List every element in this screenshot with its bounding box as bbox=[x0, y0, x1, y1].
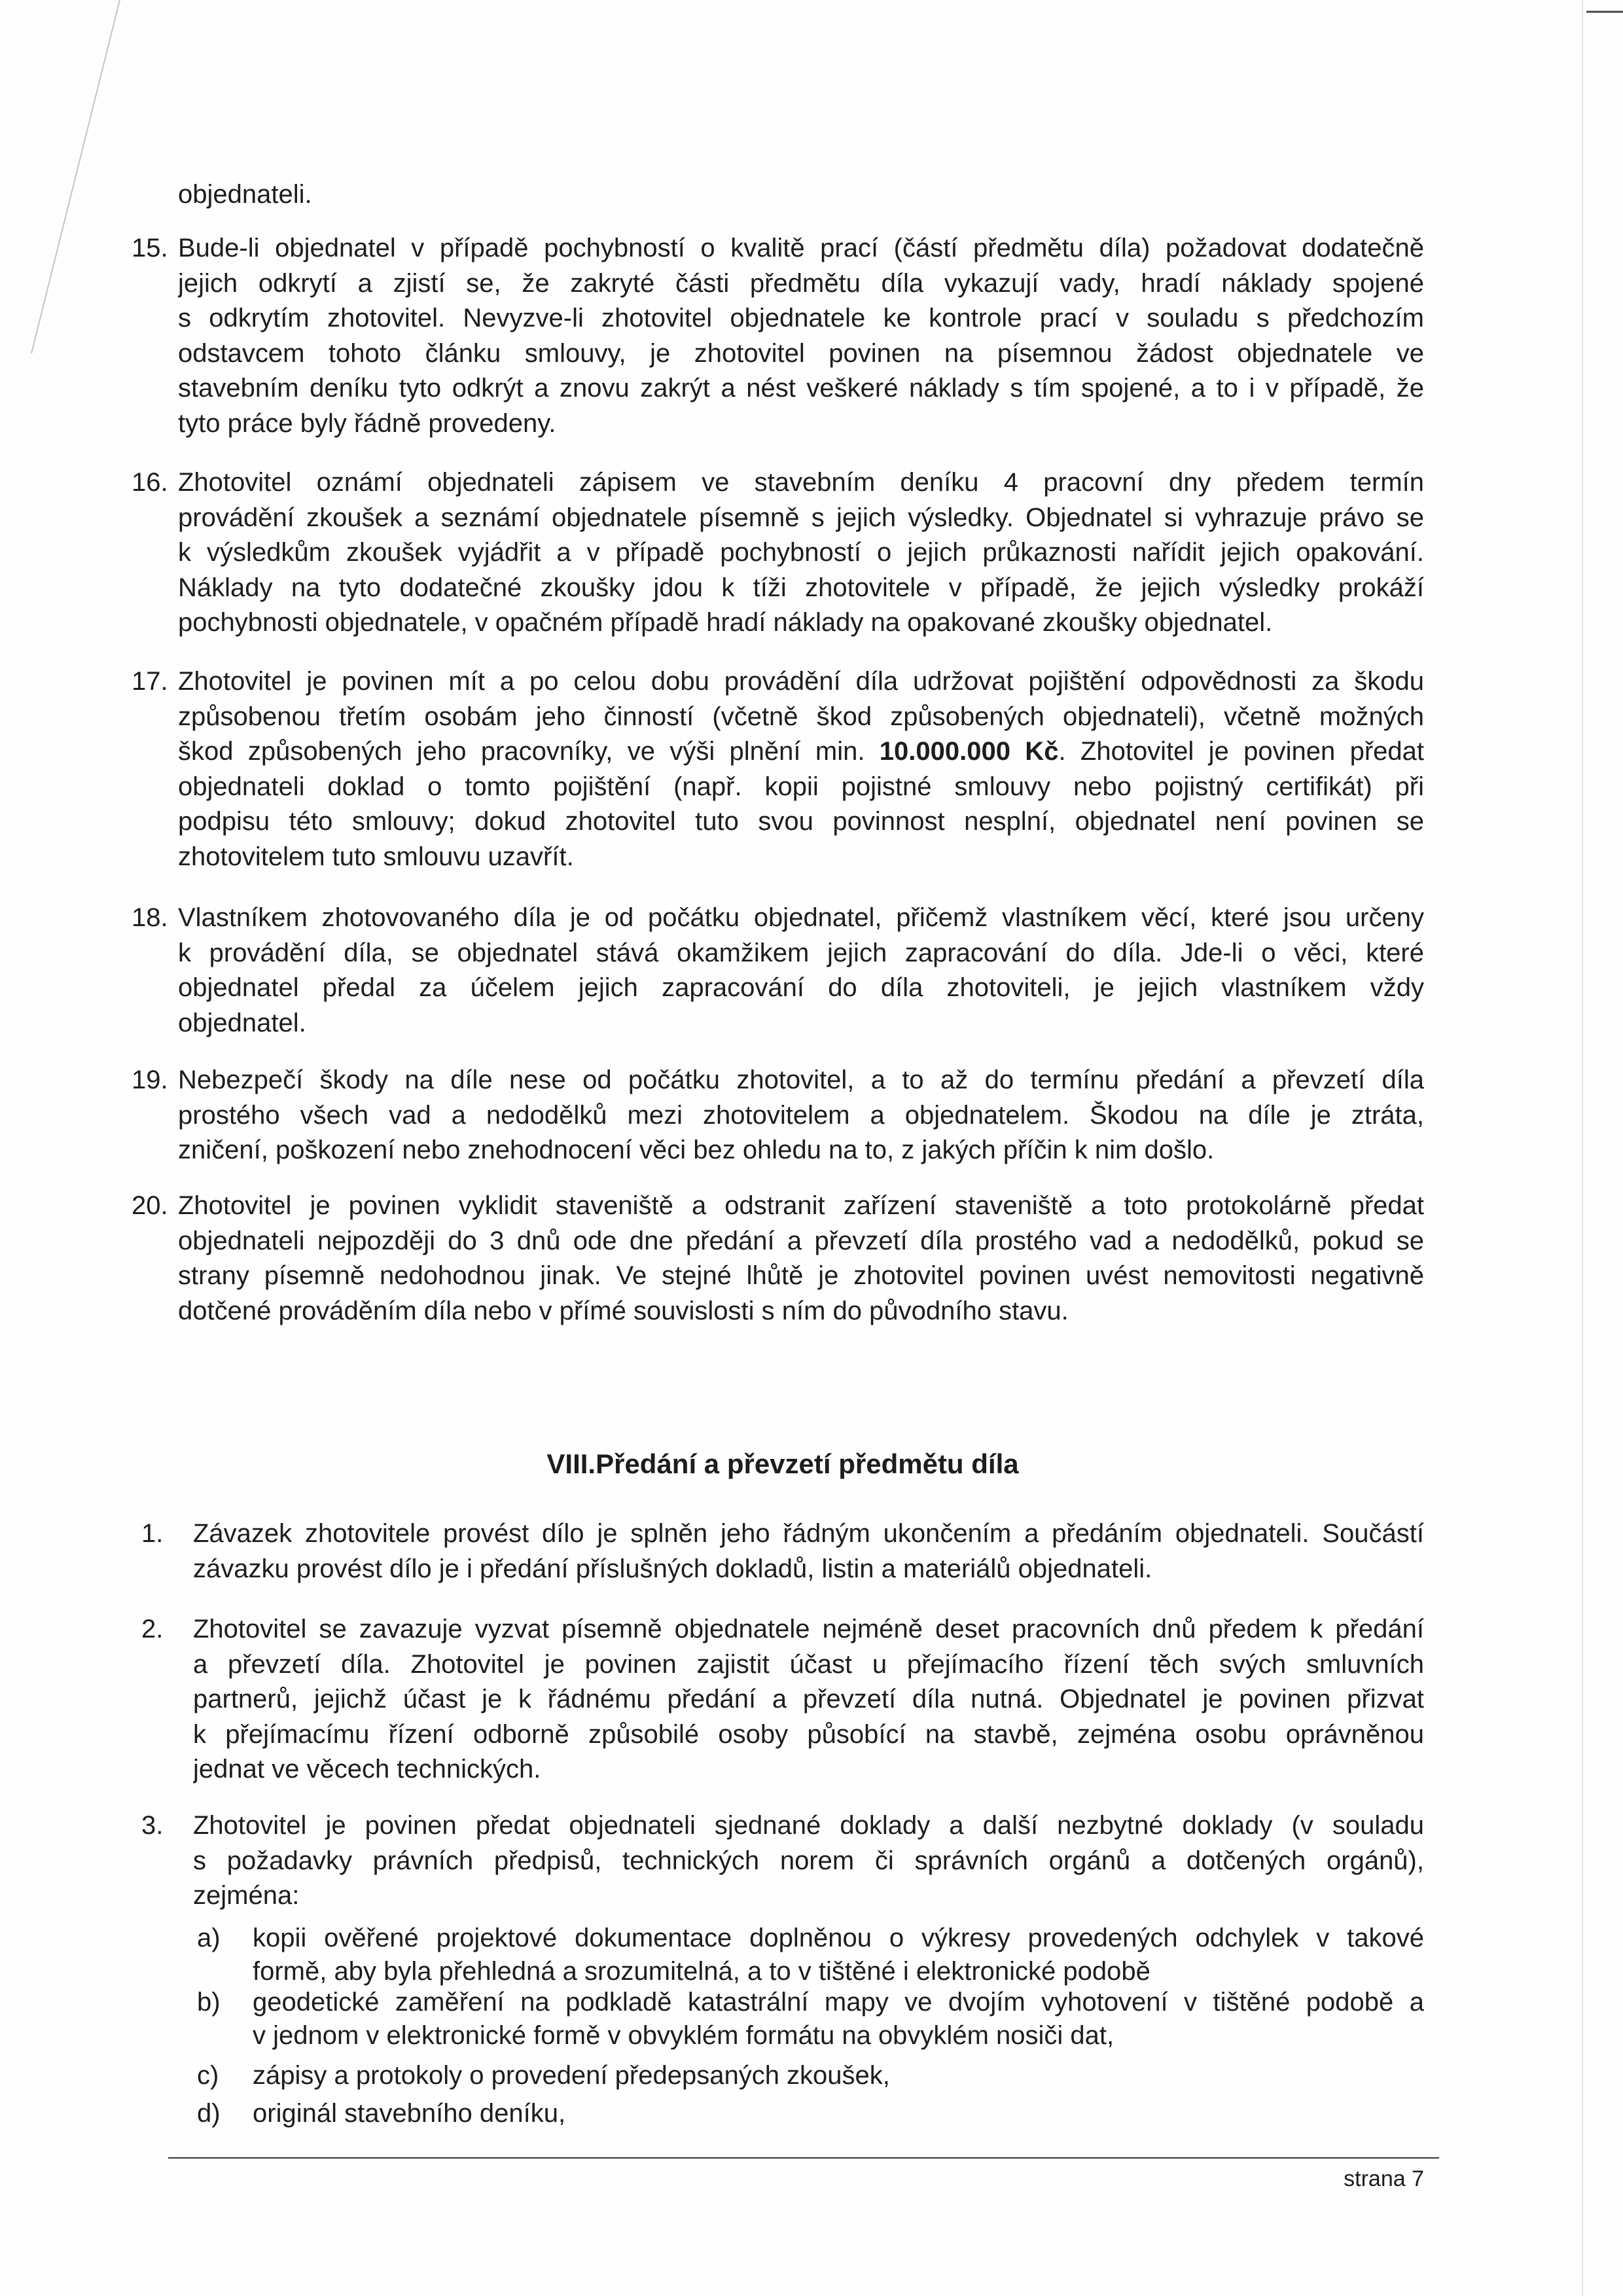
text-line: stavebním deníku tyto odkrýt a znovu zakrýt a nést veškeré náklady s tím spojené, a to i v případě, že bbox=[178, 374, 1424, 403]
text-segment: škod způsobených jeho pracovníky, ve výši plnění min. bbox=[178, 737, 880, 766]
text-line: provádění zkoušek a seznámí objednatele písemně s jejich výsledky. Objednatel si vyhrazuje právo se bbox=[178, 503, 1424, 532]
text-line: podpisu této smlouvy; dokud zhotovitel tuto svou povinnost nesplní, objednatel není povinen se bbox=[178, 807, 1424, 836]
text-line: Bude-li objednatel v případě pochybností o kvalitě prací (částí předmětu díla) požadovat dodatečně bbox=[178, 234, 1424, 262]
clause-number: 2. bbox=[141, 1615, 164, 1643]
text-line: originál stavebního deníku, bbox=[253, 2099, 566, 2128]
page-number: strana 7 bbox=[1344, 2166, 1424, 2191]
clause-text bbox=[178, 177, 1424, 213]
text-line: pochybnosti objednatele, v opačném případě hradí náklady na opakované zkoušky objednatel. bbox=[178, 608, 1273, 637]
subitem-text bbox=[253, 2059, 1424, 2092]
text-line: Zhotovitel oznámí objednateli zápisem ve stavebním deníku 4 pracovní dny předem termín bbox=[178, 468, 1424, 497]
text-line: dotčené prováděním díla nebo v přímé souvislosti s ním do původního stavu. bbox=[178, 1296, 1069, 1325]
subitem-text bbox=[253, 1922, 1424, 1988]
clause-text bbox=[178, 1189, 1424, 1329]
clause-text bbox=[193, 1516, 1424, 1587]
clause-text bbox=[193, 1612, 1424, 1787]
clause-number: 17. bbox=[132, 667, 168, 696]
text-line: objednateli doklad o tomto pojištění (např. kopii pojistné smlouvy nebo pojistný certifikát) při bbox=[178, 772, 1424, 801]
clause-text bbox=[178, 1063, 1424, 1168]
text-line: zejména: bbox=[193, 1881, 300, 1910]
insurance-amount: 10.000.000 Kč bbox=[879, 737, 1059, 766]
text-line: Závazek zhotovitele provést dílo je splněn jeho řádným ukončením a předáním objednateli. Součástí bbox=[193, 1519, 1424, 1548]
subitem-letter: a) bbox=[197, 1924, 221, 1952]
text-line: s požadavky právních předpisů, technických norem či správních orgánů a dotčených orgánů), bbox=[193, 1846, 1424, 1875]
text-line: Zhotovitel se zavazuje vyzvat písemně objednatele nejméně deset pracovních dnů předem k předání bbox=[193, 1615, 1424, 1643]
text-line: prostého všech vad a nedodělků mezi zhotovitelem a objednatelem. Škodou na díle je ztráta, bbox=[178, 1100, 1424, 1130]
clause-text bbox=[178, 465, 1424, 641]
text-line: k přejímacímu řízení odborně způsobilé osoby působící na stavbě, zejména osobu oprávněnou bbox=[193, 1719, 1424, 1749]
clause-number: 1. bbox=[141, 1519, 164, 1548]
text-line: v jednom v elektronické formě v obvyklém formátu na obvyklém nosiči dat, bbox=[253, 2021, 1115, 2050]
clause-text bbox=[178, 664, 1424, 874]
text-line: Zhotovitel je povinen vyklidit staveniště a odstranit zařízení staveniště a toto protokolárně předat bbox=[178, 1191, 1424, 1220]
text-line: Náklady na tyto dodatečné zkoušky jdou k tíži zhotovitele v případě, že jejich výsledky prokáží bbox=[178, 573, 1424, 602]
clause-text bbox=[178, 901, 1424, 1041]
clause-text bbox=[178, 231, 1424, 441]
text-line: jejich odkrytí a zjistí se, že zakryté části předmětu díla vykazují vady, hradí náklady spojené bbox=[178, 268, 1424, 298]
subitem-letter: d) bbox=[197, 2099, 221, 2128]
clause-number: 16. bbox=[132, 468, 168, 497]
text-line: odstavcem tohoto článku smlouvy, je zhotovitel povinen na písemnou žádost objednatele ve bbox=[178, 338, 1424, 368]
text-line: strany písemně nedohodnou jinak. Ve stejné lhůtě je zhotovitel povinen uvést nemovitosti negativně bbox=[178, 1261, 1424, 1290]
subitem-text bbox=[253, 2097, 1424, 2130]
clause-number: 18. bbox=[132, 903, 168, 932]
text-line: zničení, poškození nebo znehodnocení věci bez ohledu na to, z jakých příčin k nim došlo. bbox=[178, 1136, 1215, 1164]
text-line: zhotovitelem tuto smlouvu uzavřít. bbox=[178, 842, 574, 871]
text-line: závazku provést dílo je i předání příslušných dokladů, listin a materiálů objednateli. bbox=[193, 1554, 1152, 1583]
section-heading: VIII.Předání a převzetí předmětu díla bbox=[546, 1448, 1019, 1479]
footer-rule bbox=[168, 2157, 1439, 2159]
clause-number: 3. bbox=[141, 1811, 164, 1840]
text-line: objednatel předal za účelem jejich zapracování do díla zhotoviteli, je jejich vlastníkem vždy bbox=[178, 973, 1424, 1002]
text-line: Vlastníkem zhotovovaného díla je od počátku objednatel, přičemž vlastníkem věcí, které jsou určeny bbox=[178, 903, 1424, 932]
text-line: s odkrytím zhotovitel. Nevyzve-li zhotovitel objednatele ke kontrole prací v souladu s předchozím bbox=[178, 304, 1424, 332]
text-line: geodetické zaměření na podkladě katastrální mapy ve dvojím vyhotovení v tištěné podobě a bbox=[253, 1988, 1424, 2017]
text-segment: . Zhotovitel je povinen předat bbox=[1058, 737, 1424, 766]
text-line: kopii ověřené projektové dokumentace doplněnou o výkresy provedených odchylek v takové bbox=[253, 1924, 1424, 1952]
text-line: objednateli nejpozději do 3 dnů ode dne předání a převzetí díla prostého vad a nedodělků, pokud se bbox=[178, 1226, 1424, 1255]
text-line: zápisy a protokoly o provedení předepsaných zkoušek, bbox=[253, 2061, 890, 2090]
text-line: partnerů, jejichž účast je k řádnému předání a převzetí díla nutná. Objednatel je povinen přizvat bbox=[193, 1685, 1424, 1713]
text-line: objednatel. bbox=[178, 1008, 306, 1037]
clause-number: 15. bbox=[132, 234, 168, 262]
text-line: jednat ve věcech technických. bbox=[193, 1755, 541, 1784]
text-line: tyto práce byly řádně provedeny. bbox=[178, 408, 556, 438]
text-line: a převzetí díla. Zhotovitel je povinen zajistit účast u přejímacího řízení těch svých smluvních bbox=[193, 1649, 1424, 1679]
scan-edge-diagonal-line bbox=[31, 0, 120, 353]
text-line bbox=[178, 734, 1424, 770]
clause-number: 19. bbox=[132, 1066, 168, 1094]
text-line: objednateli. bbox=[178, 180, 312, 209]
text-line: formě, aby byla přehledná a srozumitelná, a to v tištěné i elektronické podobě bbox=[253, 1957, 1150, 1986]
subitem-text bbox=[253, 1986, 1424, 2053]
text-line: k výsledkům zkoušek vyjádřit a v případě pochybností o jejich průkaznosti nařídit jejich opakování. bbox=[178, 538, 1424, 567]
clause-number: 20. bbox=[132, 1191, 168, 1220]
text-line: k provádění díla, se objednatel stává okamžikem jejich zapracování do díla. Jde-li o věci, které bbox=[178, 938, 1424, 967]
subitem-letter: c) bbox=[197, 2061, 219, 2090]
text-line: způsobenou třetím osobám jeho činností (včetně škod způsobených objednateli), včetně možných bbox=[178, 702, 1424, 731]
text-line: Zhotovitel je povinen předat objednateli sjednané doklady a další nezbytné doklady (v souladu bbox=[193, 1811, 1424, 1840]
text-line: Zhotovitel je povinen mít a po celou dobu provádění díla udržovat pojištění odpovědnosti za škodu bbox=[178, 667, 1424, 696]
text-line: Nebezpečí škody na díle nese od počátku zhotovitel, a to až do termínu předání a převzetí díla bbox=[178, 1066, 1424, 1094]
clause-text bbox=[193, 1808, 1424, 1914]
subitem-letter: b) bbox=[197, 1988, 221, 2017]
